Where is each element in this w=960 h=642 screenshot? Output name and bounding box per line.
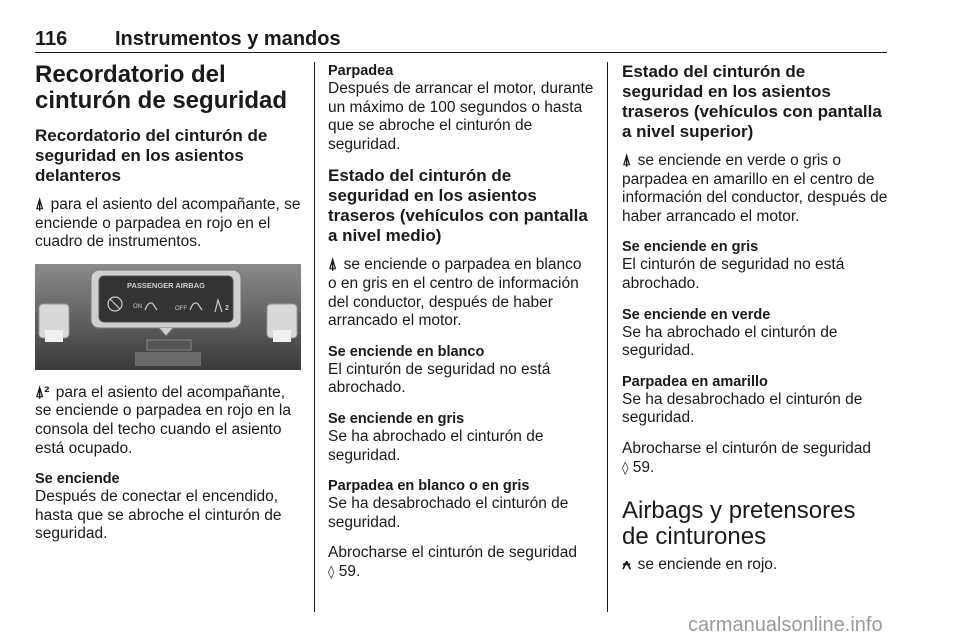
subheading: Se enciende en verde [622, 306, 771, 323]
subheading: Parpadea en blanco o en gris [328, 478, 530, 495]
paragraph: Abrocharse el cinturón de seguridad ◊ 59. [622, 439, 872, 476]
page-reference[interactable]: 59. [338, 562, 361, 580]
heading-front-seats: Recordatorio del cinturón de seguridad en los asientos delanteros [35, 126, 268, 185]
page-number: 116 [35, 28, 68, 50]
watermark: carmanualsonline.info [688, 614, 883, 636]
seatbelt-icon: ⍋ [328, 256, 338, 274]
roof-console-photo [35, 264, 301, 370]
heading-rear-seats-mid: Estado del cinturón de seguridad en los asientos traseros (vehículos con pantalla a nivel medio) [328, 166, 588, 246]
heading-seatbelt-reminder: Recordatorio del cinturón de seguridad [35, 61, 288, 114]
column-3 [622, 62, 888, 587]
page-reference-icon: ◊ [622, 460, 629, 476]
subheading: Se enciende [35, 471, 120, 488]
paragraph: El cinturón de seguridad no está abrochado. [622, 256, 845, 292]
column-2 [328, 62, 594, 595]
paragraph: ⍋ para el asiento del acompañante, se enciende o parpadea en rojo en el cuadro de instrumentos. [35, 196, 301, 251]
panel-label: PASSENGER AIRBAG [127, 280, 205, 290]
heading-rear-seats-upper: Estado del cinturón de seguridad en los asientos traseros (vehículos con pantalla a nivel superior) [622, 62, 882, 141]
seatbelt-icon: ⍋ [35, 196, 45, 213]
column-1 [35, 62, 301, 556]
subheading: Parpadea en amarillo [622, 373, 768, 390]
page-reference[interactable]: 59. [632, 458, 655, 476]
seat-number: 2 [225, 304, 229, 312]
subheading: Se enciende en gris [622, 239, 759, 256]
paragraph: Se ha desabrochado el cinturón de seguridad. [328, 495, 569, 531]
paragraph: Abrocharse el cinturón de seguridad ◊ 59. [328, 544, 578, 580]
paragraph: ⍋² para el asiento del acompañante, se enciende o parpadea en rojo en la consola del techo cuando el asiento está ocupado. [35, 383, 291, 457]
on-label: ON [133, 303, 142, 310]
paragraph: Se ha desabrochado el cinturón de seguridad. [622, 390, 863, 427]
subheading: Parpadea [328, 63, 394, 79]
subheading: Se enciende en gris [328, 410, 465, 427]
paragraph: ⍋ se enciende en verde o gris o parpadea en amarillo en el centro de información del conductor, después de haber arrancado el motor. [622, 152, 888, 225]
roof-console-illustration [35, 264, 301, 370]
paragraph: El cinturón de seguridad no está abrochado. [328, 360, 551, 397]
column-divider [607, 62, 608, 612]
paragraph: Se ha abrochado el cinturón de seguridad. [622, 323, 838, 360]
page-header [35, 28, 887, 53]
paragraph: Se ha abrochado el cinturón de seguridad. [328, 427, 544, 464]
column-divider [314, 62, 315, 612]
paragraph: Después de arrancar el motor, durante un máximo de 100 segundos o hasta que se abroche el cinturón de seguridad. [328, 80, 594, 153]
paragraph: ⍲ se enciende en rojo. [622, 556, 778, 574]
off-label: OFF [175, 305, 187, 312]
heading-airbags: Airbags y pretensores de cinturones [622, 497, 856, 551]
subheading: Se enciende en blanco [328, 343, 485, 360]
page-reference-icon: ◊ [328, 564, 335, 580]
paragraph: Después de conectar el encendido, hasta que se abroche el cinturón de seguridad. [35, 488, 282, 543]
seatbelt-icon: ⍋ [622, 152, 632, 169]
section-title: Instrumentos y mandos [115, 28, 341, 50]
airbag-icon: ⍲ [622, 556, 632, 574]
rear-seatbelt-icon: ⍋² [35, 383, 50, 401]
paragraph: ⍋ se enciende o parpadea en blanco o en gris en el centro de información del conductor, después de haber arrancado el motor. [328, 256, 582, 330]
